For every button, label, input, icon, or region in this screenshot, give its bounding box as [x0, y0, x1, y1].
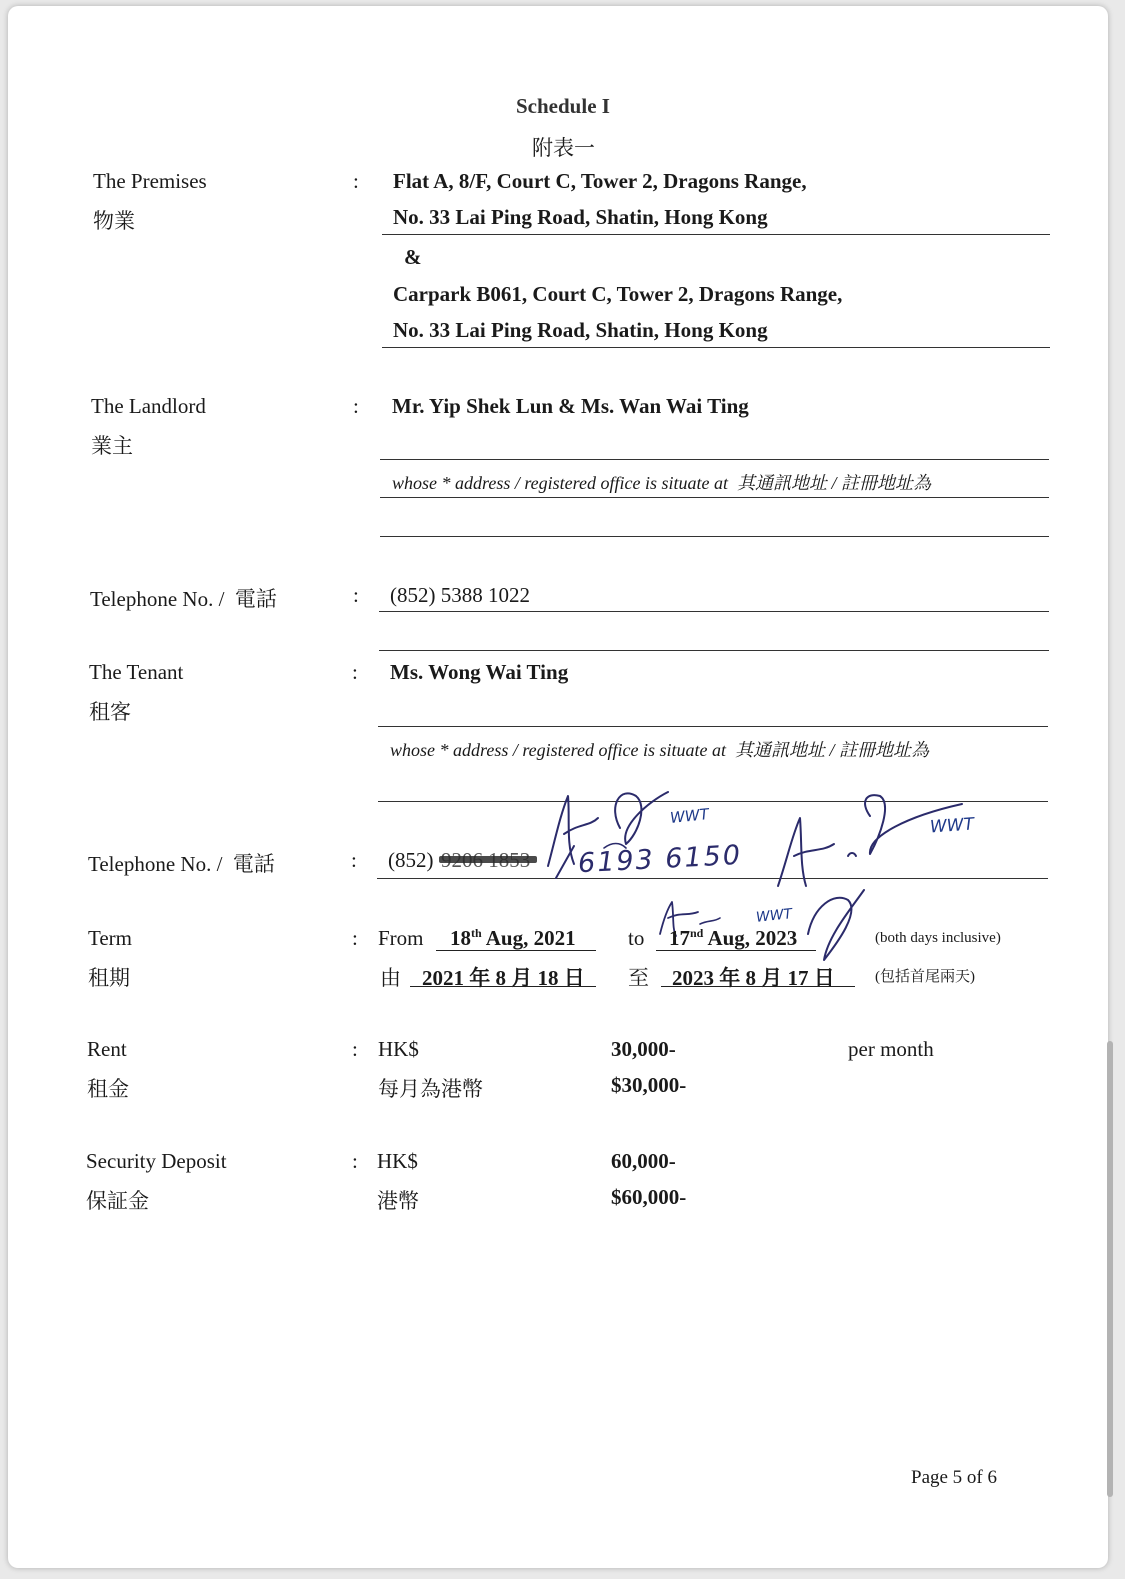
premises-line-4: No. 33 Lai Ping Road, Shatin, Hong Kong [393, 318, 768, 342]
deposit-amount-zh: $60,000- [611, 1185, 687, 1209]
tenant-phone-prefix: (852) [388, 848, 434, 872]
term-inclusive-note-zh: (包括首尾兩天) [875, 969, 975, 985]
premises-line-1: Flat A, 8/F, Court C, Tower 2, Dragons Range, [393, 169, 807, 193]
premises-line-3: Carpark B061, Court C, Tower 2, Dragons Range, [393, 282, 843, 306]
schedule-title-zh: 附表一 [532, 136, 595, 160]
handwritten-signature-mark [8, 6, 1108, 1006]
deposit-label: Security Deposit [86, 1149, 227, 1173]
rent-amount: 30,000- [611, 1037, 676, 1061]
term-initials: WWT [755, 906, 793, 926]
term-to-date-zh: 2023 年 8 月 17 日 [672, 966, 835, 990]
landlord-colon: : [353, 394, 359, 418]
term-from-word-zh: 由 [380, 966, 401, 990]
rent-amount-zh: $30,000- [611, 1073, 687, 1097]
landlord-label-zh: 業主 [91, 434, 133, 458]
premises-label: The Premises [93, 169, 207, 193]
landlord-phone-value: (852) 5388 1022 [390, 583, 530, 607]
term-to-zh-underline [661, 986, 855, 987]
term-label: Term [88, 926, 133, 950]
landlord-phone-colon: : [353, 583, 359, 607]
landlord-name: Mr. Yip Shek Lun & Ms. Wan Wai Ting [392, 394, 749, 418]
term-colon: : [352, 926, 358, 950]
deposit-currency: HK$ [377, 1149, 418, 1173]
rent-period: per month [848, 1037, 934, 1061]
rent-label: Rent [87, 1037, 127, 1061]
rent-colon: : [352, 1037, 358, 1061]
tenant-label-zh: 租客 [89, 700, 131, 724]
term-from-word: From [378, 926, 424, 950]
tenant-colon: : [352, 660, 358, 684]
document-page [8, 6, 1108, 1568]
term-to-underline [656, 950, 816, 951]
handwritten-phone-number: 6193 6150 [577, 839, 743, 880]
tenant-address-prompt: whose * address / registered office is situate at 其通訊地址 / 註冊地址為 [390, 740, 929, 760]
premises-colon: : [353, 169, 359, 193]
deposit-currency-zh: 港幣 [377, 1189, 419, 1213]
term-from-zh-underline [410, 986, 596, 987]
term-inclusive-note: (both days inclusive) [875, 930, 1001, 946]
term-label-zh: 租期 [88, 966, 130, 990]
deposit-amount: 60,000- [611, 1149, 676, 1173]
schedule-title: Schedule I [516, 94, 610, 118]
tenant-label: The Tenant [89, 660, 184, 684]
rent-label-zh: 租金 [87, 1077, 129, 1101]
term-to-word-zh: 至 [628, 966, 649, 990]
term-to-word: to [628, 926, 645, 950]
landlord-address-prompt: whose * address / registered office is situate at 其通訊地址 / 註冊地址為 [392, 473, 931, 493]
tenant-phone-label: Telephone No. / 電話 [88, 852, 275, 876]
handwritten-initials-2: WWT [929, 814, 975, 838]
page-number: Page 5 of 6 [911, 1467, 998, 1488]
term-to-date: 17nd Aug, 2023 [669, 926, 798, 950]
rent-currency: HK$ [378, 1037, 419, 1061]
term-from-date-zh: 2021 年 8 月 18 日 [422, 966, 585, 990]
handwritten-initials-1: WWT [669, 805, 710, 827]
landlord-label: The Landlord [91, 394, 206, 418]
premises-line-2: No. 33 Lai Ping Road, Shatin, Hong Kong [393, 205, 768, 229]
deposit-label-zh: 保証金 [86, 1189, 149, 1213]
deposit-colon: : [352, 1149, 358, 1173]
term-from-date: 18th Aug, 2021 [450, 926, 576, 950]
rent-currency-zh: 每月為港幣 [378, 1077, 483, 1101]
vertical-scrollbar[interactable] [1107, 1041, 1113, 1497]
premises-label-zh: 物業 [93, 209, 135, 233]
premises-ampersand: & [404, 245, 422, 269]
tenant-name: Ms. Wong Wai Ting [390, 660, 569, 684]
tenant-phone-colon: : [351, 848, 357, 872]
landlord-phone-label: Telephone No. / 電話 [90, 587, 277, 611]
term-from-underline [436, 950, 596, 951]
